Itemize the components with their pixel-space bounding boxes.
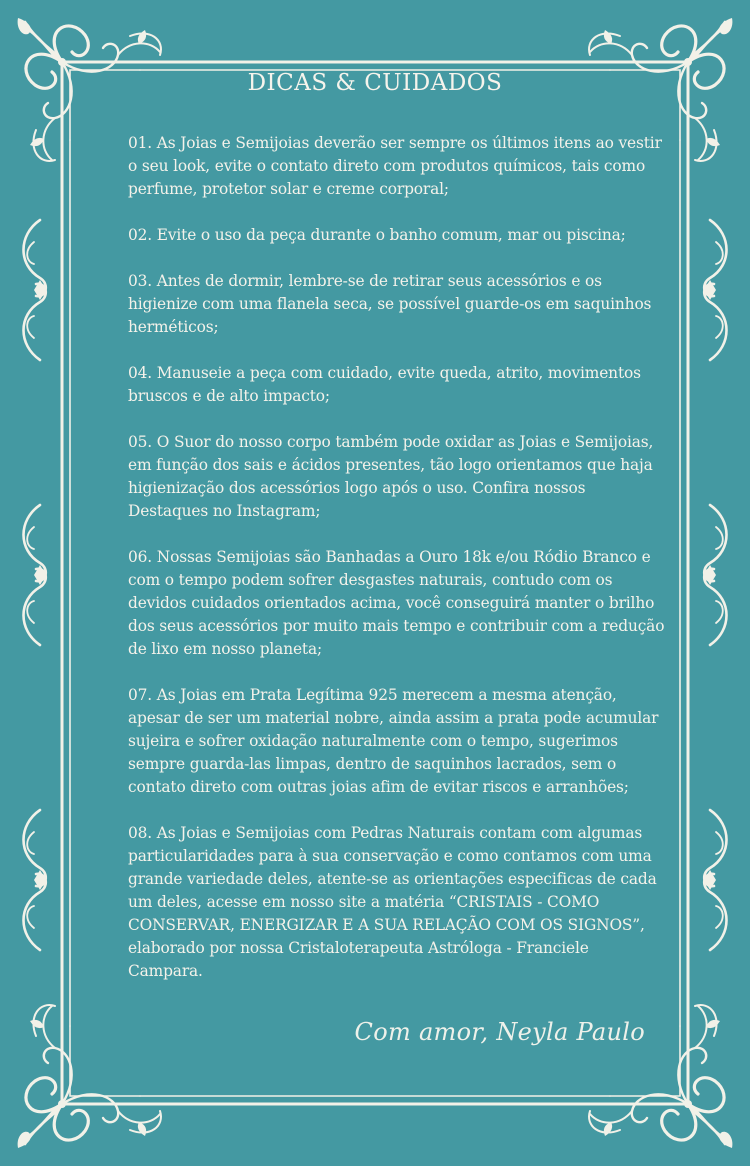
tips-list bbox=[128, 132, 668, 1006]
signature: Com amor, Neyla Paulo bbox=[354, 1018, 645, 1046]
corner-ornament-bottom-left bbox=[18, 1005, 161, 1148]
tip-07: 07. As Joias em Prata Legítima 925 merecem a mesma atenção, apesar de ser um material nobre, ainda assim a prata pode acumular sujeira e sofrer oxidação naturalmente com o tempo, sugerimos sempre guarda-las limpas, dentro de saquinhos lacrados, sem o contato direto com outras joias afim de evitar riscos e arranhões; bbox=[128, 686, 659, 796]
tip-06: 06. Nossas Semijoias são Banhadas a Ouro 18k e/ou Ródio Branco e com o tempo podem sofrer desgastes naturais, contudo com os devidos cuidados orientados acima, você conseguirá manter o brilho dos seus acessórios por muito mais tempo e contribuir com a redução de lixo em nosso planeta; bbox=[128, 548, 665, 658]
tip-08: 08. As Joias e Semijoias com Pedras Naturais contam com algumas particularidades para à sua conservação e como contamos com uma grande variedade deles, atente-se as orientações especificas de cada um deles, acesse em nosso site a matéria “CRISTAIS - COMO CONSERVAR, ENERGIZAR E A SUA RELAÇÃO COM OS SIGNOS”, elaborado por nossa Cristaloterapeuta Astróloga - Franciele Campara. bbox=[128, 824, 657, 980]
tip-05: 05. O Suor do nosso corpo também pode oxidar as Joias e Semijoias, em função dos sais e ácidos presentes, tão logo orientamos que haja higienização dos acessórios logo após o uso. Confira nossos Destaques no Instagram; bbox=[128, 433, 654, 520]
tip-01: 01. As Joias e Semijoias deverão ser sempre os últimos itens ao vestir o seu look, evite o contato direto com produtos químicos, tais como perfume, protetor solar e creme corporal; bbox=[128, 134, 662, 198]
tip-03: 03. Antes de dormir, lembre-se de retirar seus acessórios e os higienize com uma flanela seca, se possível guarde-os em saquinhos herméticos; bbox=[128, 272, 652, 336]
tip-02: 02. Evite o uso da peça durante o banho comum, mar ou piscina; bbox=[128, 226, 626, 244]
tip-04: 04. Manuseie a peça com cuidado, evite queda, atrito, movimentos bruscos e de alto impacto; bbox=[128, 364, 641, 405]
page-title: DICAS & CUIDADOS bbox=[247, 70, 503, 96]
